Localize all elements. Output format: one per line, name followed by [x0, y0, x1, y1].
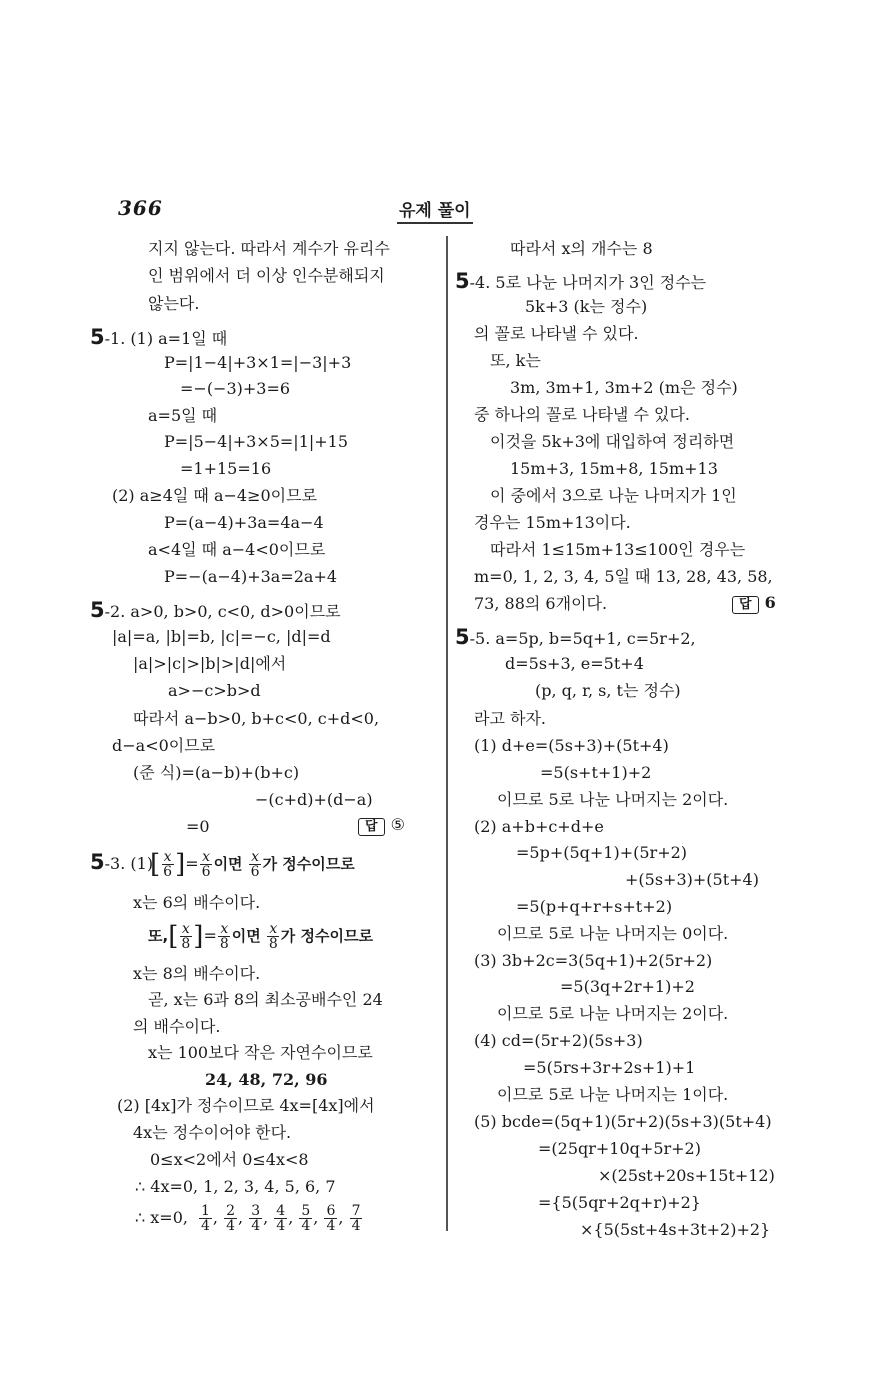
answer-5-2: 답 ⑤	[358, 815, 405, 837]
left_column-line	[133, 1123, 291, 1145]
right_column-line	[455, 627, 696, 649]
left_column-line	[164, 353, 351, 375]
line-text: 15m+3, 15m+8, 15m+13	[510, 459, 718, 478]
left_column-line	[133, 893, 260, 915]
fraction: $\frac{3}{4}$	[251, 1203, 261, 1234]
line-text: 경우는 15m+13이다.	[474, 513, 631, 532]
line-text: 0≤x<2에서 0≤4x<8	[150, 1150, 309, 1169]
left_column-line	[148, 540, 325, 562]
line-text: |a|=a, |b|=b, |c|=−c, |d|=d	[112, 627, 331, 646]
left_column-line	[90, 327, 227, 349]
right_column-line	[510, 378, 738, 400]
left_column-line	[164, 432, 348, 454]
left_column-line	[180, 379, 290, 401]
line-text: 이것을 5k+3에 대입하여 정리하면	[490, 432, 735, 451]
right_column-line	[625, 870, 759, 892]
right_column-line	[510, 459, 718, 481]
line-text: a>−c>b>d	[168, 681, 261, 700]
right_column-line	[497, 1004, 728, 1026]
problem-subnumber: -5.	[469, 629, 491, 648]
line-text: (1)	[130, 854, 154, 873]
problem-subnumber: -1.	[104, 329, 126, 348]
right_column-line	[474, 594, 607, 616]
line-text: 또, k는	[490, 351, 541, 370]
right_column-line	[510, 239, 653, 261]
right_column-line	[474, 736, 669, 758]
line-text: (5) bcde=(5q+1)(5r+2)(5s+3)(5t+4)	[474, 1112, 772, 1131]
left_column-line	[150, 1150, 309, 1172]
line-text: 라고 하자.	[474, 709, 546, 728]
right_column-line	[525, 297, 647, 319]
line-text: 이 중에서 3으로 나눈 나머지가 1인	[490, 486, 737, 505]
line-text: 의 배수이다.	[133, 1017, 221, 1036]
line-text: P=|5−4|+3×5=|1|+15	[164, 432, 349, 451]
line-text: =5p+(5q+1)+(5r+2)	[516, 843, 688, 862]
left_column-line	[133, 709, 379, 731]
line-text: m=0, 1, 2, 3, 4, 5일 때 13, 28, 43, 58,	[474, 567, 773, 586]
line-text: d=5s+3, e=5t+4	[505, 654, 644, 673]
left_column-line	[148, 1043, 373, 1065]
left_column-line	[112, 736, 215, 758]
line-text: =5(s+t+1)+2	[540, 763, 652, 782]
right_column-line	[598, 1166, 775, 1188]
line-text: |a|>|c|>|b|>|d|에서	[133, 654, 287, 673]
line-text: 지지 않는다. 따라서 계수가 유리수	[148, 239, 390, 258]
line-text: =−(−3)+3=6	[180, 379, 291, 398]
answer-box-icon: 답	[358, 818, 385, 836]
problem-number: 5	[90, 850, 105, 874]
answer-box-icon: 답	[732, 596, 759, 614]
line-text: −(c+d)+(d−a)	[255, 790, 373, 809]
line-text: x는 8의 배수이다.	[133, 964, 261, 983]
left_column-line	[168, 681, 261, 703]
line-text: (2) [4x]가 정수이므로 4x=[4x]에서	[117, 1096, 375, 1115]
right_column-line	[474, 567, 773, 589]
left_column-line	[255, 790, 373, 812]
left_column-line	[186, 817, 210, 839]
line-text: 5로 나눈 나머지가 3인 정수는	[495, 273, 707, 292]
line-text: P=(a−4)+3a=4a−4	[164, 513, 324, 532]
line-text: 이므로 5로 나눈 나머지는 2이다.	[497, 790, 729, 809]
problem-subnumber: -4.	[469, 273, 491, 292]
right_column-line	[538, 1193, 701, 1215]
right_column-line	[516, 897, 672, 919]
right_column-line	[474, 709, 546, 731]
right_column-line	[474, 324, 639, 346]
line-text: 않는다.	[148, 294, 200, 313]
line-text: P=|1−4|+3×1=|−3|+3	[164, 353, 352, 372]
problem-number: 5	[455, 625, 470, 649]
line-text: (2) a+b+c+d+e	[474, 817, 604, 836]
line-text: 이므로 5로 나눈 나머지는 0이다.	[497, 924, 729, 943]
left_column-line	[133, 1017, 220, 1039]
problem-subnumber: -3.	[104, 854, 126, 873]
problem-5-3-eq2: 또,[ $\frac{x}{8}$ ]= $\frac{x}{8}$ 이면 $\frac{x}{8}$ 가 정수이므로	[148, 921, 373, 952]
left_column-line	[133, 964, 260, 986]
line-text: a>0, b>0, c<0, d>0이므로	[130, 602, 341, 621]
line-text: 중 하나의 꼴로 나타낼 수 있다.	[474, 405, 690, 424]
right_column-line	[497, 924, 728, 946]
right_column-line	[497, 790, 728, 812]
right_column-line	[474, 405, 690, 427]
right_column-line	[516, 843, 687, 865]
line-text: =5(5rs+3r+2s+1)+1	[523, 1058, 696, 1077]
line-text: a<4일 때 a−4<0이므로	[148, 540, 326, 559]
right_column-line	[505, 654, 644, 676]
running-head: 유제 풀이	[397, 196, 473, 224]
line-text: 73, 88의 6개이다.	[474, 594, 608, 613]
right_column-line	[490, 351, 541, 373]
left_column-line	[90, 852, 153, 874]
left_column-line	[180, 459, 271, 481]
right_column-line	[523, 1058, 695, 1080]
right_column-line	[490, 540, 745, 562]
line-text: P=−(a−4)+3a=2a+4	[164, 567, 338, 586]
right_column-line	[474, 513, 631, 535]
fraction: $\frac{7}{4}$	[351, 1203, 361, 1234]
line-text: 의 꼴로 나타낼 수 있다.	[474, 324, 639, 343]
line-text: =(25qr+10q+5r+2)	[538, 1139, 701, 1158]
line-text: =5(p+q+r+s+t+2)	[516, 897, 673, 916]
line-text: 이므로 5로 나눈 나머지는 1이다.	[497, 1085, 729, 1104]
line-text: 24, 48, 72, 96	[205, 1070, 328, 1089]
line-text: +(5s+3)+(5t+4)	[625, 870, 759, 889]
line-text: (4) cd=(5r+2)(5s+3)	[474, 1031, 643, 1050]
left_column-line	[112, 627, 331, 649]
line-text: =0	[186, 817, 210, 836]
left_column-line	[148, 239, 390, 261]
line-text: 따라서 x의 개수는 8	[510, 239, 653, 258]
line-text: 따라서 a−b>0, b+c<0, c+d<0,	[133, 709, 380, 728]
problem-number: 5	[455, 269, 470, 293]
left_column-line	[133, 654, 286, 676]
fraction: $\frac{4}{4}$	[276, 1203, 286, 1234]
fraction: $\frac{1}{4}$	[201, 1203, 210, 1234]
right_column-line	[490, 432, 734, 454]
line-text: x는 100보다 작은 자연수이므로	[148, 1043, 373, 1062]
line-text: 3m, 3m+1, 3m+2 (m은 정수)	[510, 378, 738, 397]
left_column-line	[148, 294, 199, 316]
line-text: a=5p, b=5q+1, c=5r+2,	[495, 629, 696, 648]
line-text: ={5(5qr+2q+r)+2}	[538, 1193, 701, 1212]
right_column-line	[474, 951, 712, 973]
line-text: a=5일 때	[148, 406, 218, 425]
right_column-line	[535, 681, 681, 703]
fraction: $\frac{2}{4}$	[226, 1203, 236, 1234]
problem-number: 5	[90, 598, 105, 622]
right_column-line	[540, 763, 651, 785]
problem-subnumber: -2.	[104, 602, 126, 621]
line-text: 이므로 5로 나눈 나머지는 2이다.	[497, 1004, 729, 1023]
line-text: (1) d+e=(5s+3)+(5t+4)	[474, 736, 669, 755]
line-text: 5k+3 (k는 정수)	[525, 297, 648, 316]
problem-5-3-eq1: [ $\frac{x}{6}$ ]= $\frac{x}{6}$ 이면 $\frac{x}{6}$ 가 정수이므로	[150, 849, 355, 880]
line-text: ×{5(5st+4s+3t+2)+2}	[580, 1220, 771, 1239]
right_column-line	[490, 486, 737, 508]
left_column-line	[164, 567, 337, 589]
line-text: 4x는 정수이어야 한다.	[133, 1123, 292, 1142]
fraction: $\frac{5}{4}$	[301, 1203, 311, 1234]
left_column-line	[135, 1177, 336, 1199]
line-text: d−a<0이므로	[112, 736, 216, 755]
problem-5-3-x-fractions: $\frac{1}{4}$ , $\frac{2}{4}$ , $\frac{3}{4}$ , $\frac{4}{4}$ , $\frac{5}{4}$ , $\frac{6}{4}$ , $\frac{7}{4}$	[201, 1203, 361, 1234]
line-text: (준 식)=(a−b)+(b+c)	[133, 763, 300, 782]
left_column-line	[148, 406, 217, 428]
problem-number: 5	[90, 325, 105, 349]
left_column-line	[117, 1096, 375, 1118]
right_column-line	[497, 1085, 728, 1107]
page-number: 366	[118, 196, 163, 220]
line-text: =1+15=16	[180, 459, 272, 478]
column-divider	[446, 236, 448, 1231]
right_column-line	[560, 977, 695, 999]
left_column-line	[148, 990, 383, 1012]
fraction: $\frac{6}{4}$	[326, 1203, 336, 1234]
left_column-line	[205, 1070, 327, 1092]
line-text: (2) a≥4일 때 a−4≥0이므로	[112, 486, 318, 505]
line-text: (3) 3b+2c=3(5q+1)+2(5r+2)	[474, 951, 713, 970]
left_column-line	[133, 763, 299, 785]
line-text: x는 6의 배수이다.	[133, 893, 261, 912]
right_column-line	[538, 1139, 701, 1161]
line-text: (p, q, r, s, t는 정수)	[535, 681, 681, 700]
line-text: (1) a=1일 때	[130, 329, 228, 348]
left_column-line	[112, 486, 317, 508]
answer-5-4: 답 6	[732, 593, 776, 615]
line-text: ∴ 4x=0, 1, 2, 3, 4, 5, 6, 7	[135, 1177, 336, 1196]
line-text: 따라서 1≤15m+13≤100인 경우는	[490, 540, 746, 559]
line-text: ×(25st+20s+15t+12)	[598, 1166, 775, 1185]
line-text: 인 범위에서 더 이상 인수분해되지	[148, 266, 385, 285]
right_column-line	[474, 1112, 772, 1134]
line-text: ∴ x=0,	[135, 1208, 188, 1227]
right_column-line	[455, 271, 706, 293]
right_column-line	[580, 1220, 770, 1242]
left_column-line	[164, 513, 324, 535]
left_column-line	[148, 266, 385, 288]
left_column-line	[90, 600, 341, 622]
right_column-line	[474, 817, 604, 839]
right_column-line	[474, 1031, 643, 1053]
left_column-line	[135, 1208, 188, 1230]
line-text: 곧, x는 6과 8의 최소공배수인 24	[148, 990, 383, 1009]
line-text: =5(3q+2r+1)+2	[560, 977, 695, 996]
